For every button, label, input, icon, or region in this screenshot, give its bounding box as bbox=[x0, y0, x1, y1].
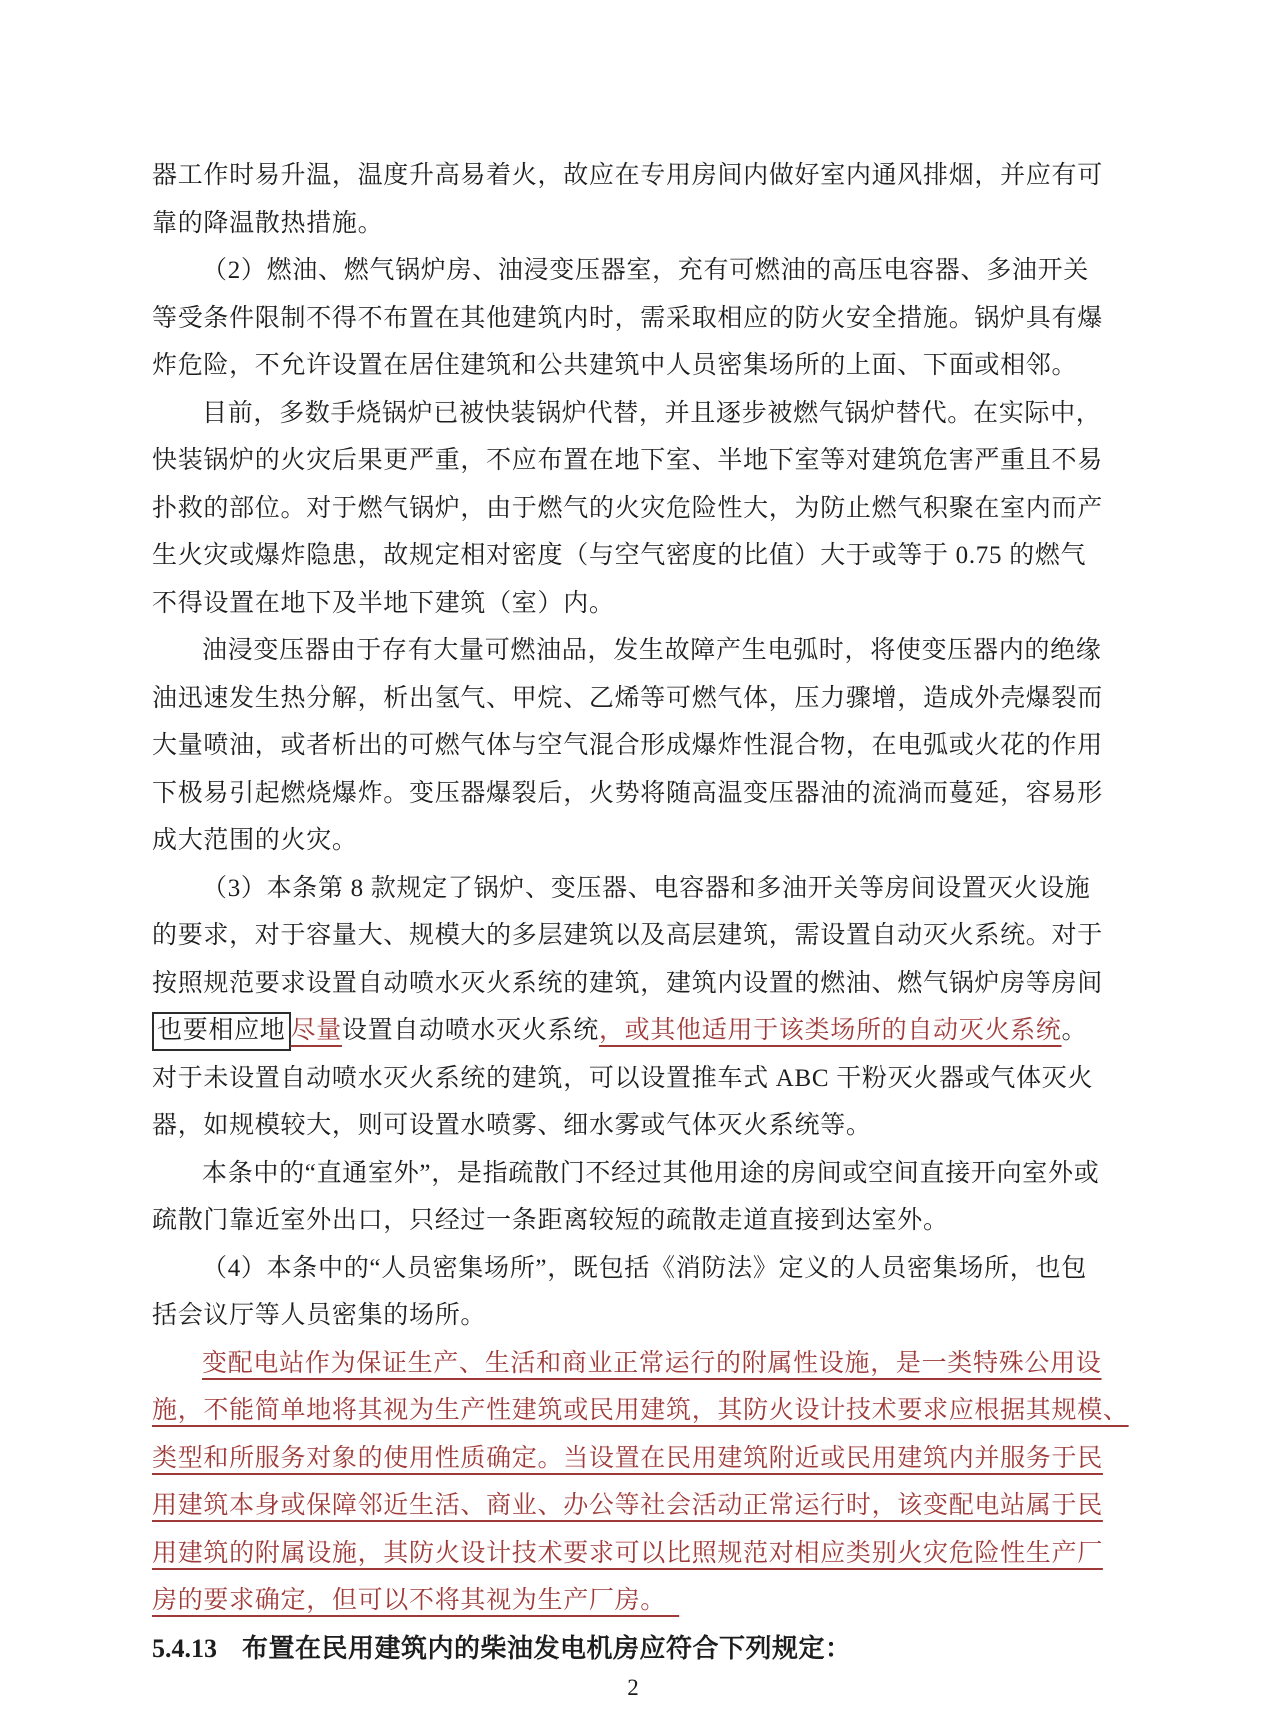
text-line bbox=[152, 675, 1114, 723]
body-text-run: 。 bbox=[1061, 1017, 1088, 1044]
para-direct-outside bbox=[152, 1150, 1114, 1245]
text-line bbox=[152, 722, 1114, 770]
para-cooling-continuation bbox=[152, 152, 1114, 247]
body-text-run: 生火灾或爆炸隐患，故规定相对密度（与空气密度的比值）大于或等于 0.75 的燃气 bbox=[152, 542, 1087, 569]
text-line bbox=[152, 1197, 1114, 1245]
text-line bbox=[152, 817, 1114, 865]
para-substation-inserted bbox=[152, 1340, 1129, 1625]
body-text-run: 器工作时易升温，温度升高易着火，故应在专用房间内做好室内通风排烟，并应有可 bbox=[152, 162, 1103, 189]
para-oil-transformer bbox=[152, 627, 1114, 865]
inserted-text-run: 类型和所服务对象的使用性质确定。当设置在民用建筑附近或民用建筑内并服务于民 bbox=[152, 1444, 1103, 1472]
text-line bbox=[152, 1245, 1114, 1293]
text-line bbox=[152, 770, 1114, 818]
text-line bbox=[152, 1007, 1114, 1055]
body-text-run: 炸危险，不允许设置在居住建筑和公共建筑中人员密集场所的上面、下面或相邻。 bbox=[152, 352, 1078, 379]
text-line bbox=[152, 960, 1114, 1008]
body-text-run: 快装锅炉的火灾后果更严重，不应布置在地下室、半地下室等对建筑危害严重且不易 bbox=[152, 447, 1103, 474]
body-text-run: 扑救的部位。对于燃气锅炉，由于燃气的火灾危险性大，为防止燃气积聚在室内而产 bbox=[152, 494, 1103, 522]
body-text-run: 本条中的“直通室外”，是指疏散门不经过其他用途的房间或空间直接开向室外或 bbox=[202, 1159, 1100, 1187]
text-line bbox=[152, 1102, 1114, 1150]
para-item-4 bbox=[152, 1245, 1114, 1340]
section-number: 5.4.13 bbox=[152, 1633, 217, 1663]
text-line bbox=[152, 1292, 1114, 1340]
inserted-text-run: 尽量 bbox=[290, 1017, 342, 1044]
body-text-run: 油迅速发生热分解，析出氢气、甲烷、乙烯等可燃气体，压力骤增，造成外壳爆裂而 bbox=[152, 684, 1103, 712]
text-line bbox=[152, 342, 1114, 390]
body-text-run: 大量喷油，或者析出的可燃气体与空气混合形成爆炸性混合物，在电弧或火花的作用 bbox=[152, 732, 1103, 759]
text-line bbox=[152, 1055, 1114, 1103]
body-text-run: （4）本条中的“人员密集场所”，既包括《消防法》定义的人员密集场所，也包 bbox=[202, 1254, 1087, 1282]
text-line bbox=[152, 1530, 1114, 1578]
body-text-run: 器，如规模较大，则可设置水喷雾、细水雾或气体灭火系统等。 bbox=[152, 1112, 872, 1139]
text-line bbox=[152, 865, 1114, 913]
text-line bbox=[152, 1340, 1114, 1388]
body-text-run: 目前，多数手烧锅炉已被快装锅炉代替，并且逐步被燃气锅炉替代。在实际中， bbox=[202, 399, 1102, 427]
section-heading-line bbox=[152, 1625, 1114, 1673]
text-line bbox=[152, 247, 1114, 295]
body-text-run: 对于未设置自动喷水灭火系统的建筑，可以设置推车式 ABC 干粉灭火器或气体灭火 bbox=[152, 1064, 1094, 1092]
para-boiler-current bbox=[152, 390, 1114, 628]
body-text-run: 括会议厅等人员密集的场所。 bbox=[152, 1302, 487, 1329]
inserted-text-run: 用建筑的附属设施，其防火设计技术要求可以比照规范对相应类别火灾危险性生产厂 bbox=[152, 1539, 1103, 1567]
text-line bbox=[152, 1150, 1114, 1198]
text-line bbox=[152, 1482, 1114, 1530]
inserted-text-run: 用建筑本身或保障邻近生活、商业、办公等社会活动正常运行时，该变配电站属于民 bbox=[152, 1492, 1103, 1519]
text-line bbox=[152, 152, 1114, 200]
revision-box-run: 也要相应地 bbox=[152, 1012, 291, 1051]
text-line bbox=[152, 1577, 1114, 1625]
body-text-run: 下极易引起燃烧爆炸。变压器爆裂后，火势将随高温变压器油的流淌而蔓延，容易形 bbox=[152, 779, 1103, 807]
page-number: 2 bbox=[627, 1675, 639, 1700]
text-line bbox=[152, 532, 1114, 580]
text-line bbox=[152, 295, 1114, 343]
body-text-run: 不得设置在地下及半地下建筑（室）内。 bbox=[152, 589, 615, 617]
text-line bbox=[152, 200, 1114, 248]
inserted-text-run: 房的要求确定，但可以不将其视为生产厂房。 bbox=[152, 1587, 680, 1614]
para-item-3 bbox=[152, 865, 1114, 1150]
para-item-2 bbox=[152, 247, 1114, 390]
heading-5-4-13 bbox=[152, 1625, 1114, 1673]
text-line bbox=[152, 1387, 1129, 1435]
text-line bbox=[152, 437, 1114, 485]
section-heading-text: 布置在民用建筑内的柴油发电机房应符合下列规定： bbox=[242, 1632, 852, 1663]
text-line bbox=[152, 627, 1114, 675]
document-body bbox=[152, 152, 1129, 1672]
body-text-run: 设置自动喷水灭火系统 bbox=[341, 1017, 599, 1044]
body-text-run: 油浸变压器由于存有大量可燃油品，发生故障产生电弧时，将使变压器内的绝缘 bbox=[202, 637, 1102, 664]
body-text-run: 按照规范要求设置自动喷水灭火系统的建筑，建筑内设置的燃油、燃气锅炉房等房间 bbox=[152, 969, 1103, 997]
body-text-run: 疏散门靠近室外出口，只经过一条距离较短的疏散走道直接到达室外。 bbox=[152, 1207, 949, 1234]
text-line bbox=[152, 390, 1114, 438]
body-text-run: 成大范围的火灾。 bbox=[152, 827, 358, 854]
inserted-text-run: ，或其他适用于该类场所的自动灭火系统 bbox=[598, 1017, 1062, 1044]
body-text-run: 的要求，对于容量大、规模大的多层建筑以及高层建筑，需设置自动灭火系统。对于 bbox=[152, 922, 1103, 949]
text-line bbox=[152, 580, 1114, 628]
inserted-text-run: 变配电站作为保证生产、生活和商业正常运行的附属性设施，是一类特殊公用设 bbox=[202, 1349, 1102, 1377]
text-line bbox=[152, 1435, 1114, 1483]
body-text-run: 等受条件限制不得不布置在其他建筑内时，需采取相应的防火安全措施。锅炉具有爆 bbox=[152, 304, 1103, 332]
text-line bbox=[152, 912, 1114, 960]
body-text-run: 靠的降温散热措施。 bbox=[152, 209, 384, 237]
body-text-run: （2）燃油、燃气锅炉房、油浸变压器室，充有可燃油的高压电容器、多油开关 bbox=[202, 257, 1090, 284]
text-line bbox=[152, 485, 1114, 533]
body-text-run: （3）本条第 8 款规定了锅炉、变压器、电容器和多油开关等房间设置灭火设施 bbox=[202, 874, 1091, 902]
inserted-text-run: 施，不能简单地将其视为生产性建筑或民用建筑，其防火设计技术要求应根据其规模、 bbox=[152, 1397, 1129, 1424]
